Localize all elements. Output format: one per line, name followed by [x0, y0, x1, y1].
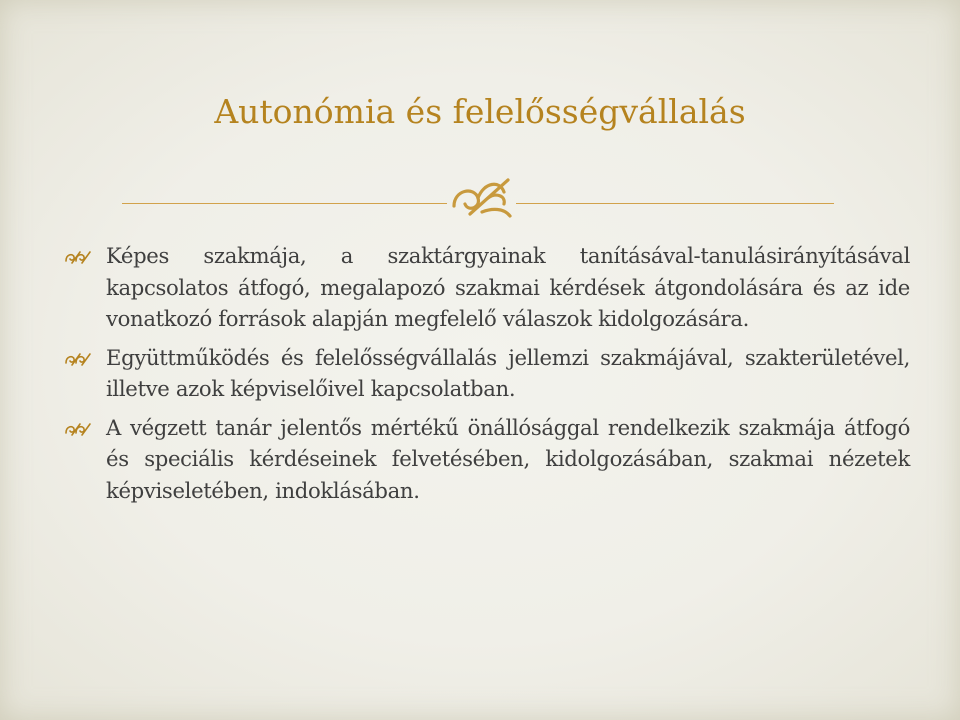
double-swirl-bullet-icon: [64, 249, 92, 265]
slide-title: Autonómia és felelősségvállalás: [214, 92, 746, 131]
list-item: [64, 240, 910, 335]
title-divider-right: [516, 203, 834, 204]
bullet-list: [64, 240, 910, 513]
list-item: [64, 412, 910, 507]
bullet-text: A végzett tanár jelentős mértékű önállósággal rendelkezik szakmája átfogó és speciális kérdéseinek felvetésében, kidolgozásában, szakmai nézetek képviseletében, indoklásában.: [106, 414, 910, 503]
double-swirl-bullet-icon: [64, 351, 92, 367]
swirl-ornament-icon: [448, 168, 518, 228]
double-swirl-bullet-icon: [64, 421, 92, 437]
title-divider-left: [122, 203, 447, 204]
bullet-text: Együttműködés és felelősségvállalás jellemzi szakmájával, szakterületével, illetve azok képviselőivel kapcsolatban.: [106, 344, 910, 401]
list-item: [64, 342, 910, 405]
bullet-text: Képes szakmája, a szaktárgyainak tanításával-tanulásirányításával kapcsolatos átfogó, megalapozó szakmai kérdések átgondolására és az ide vonatkozó források alapján megfelelő válaszok kidolgozására.: [106, 243, 910, 331]
